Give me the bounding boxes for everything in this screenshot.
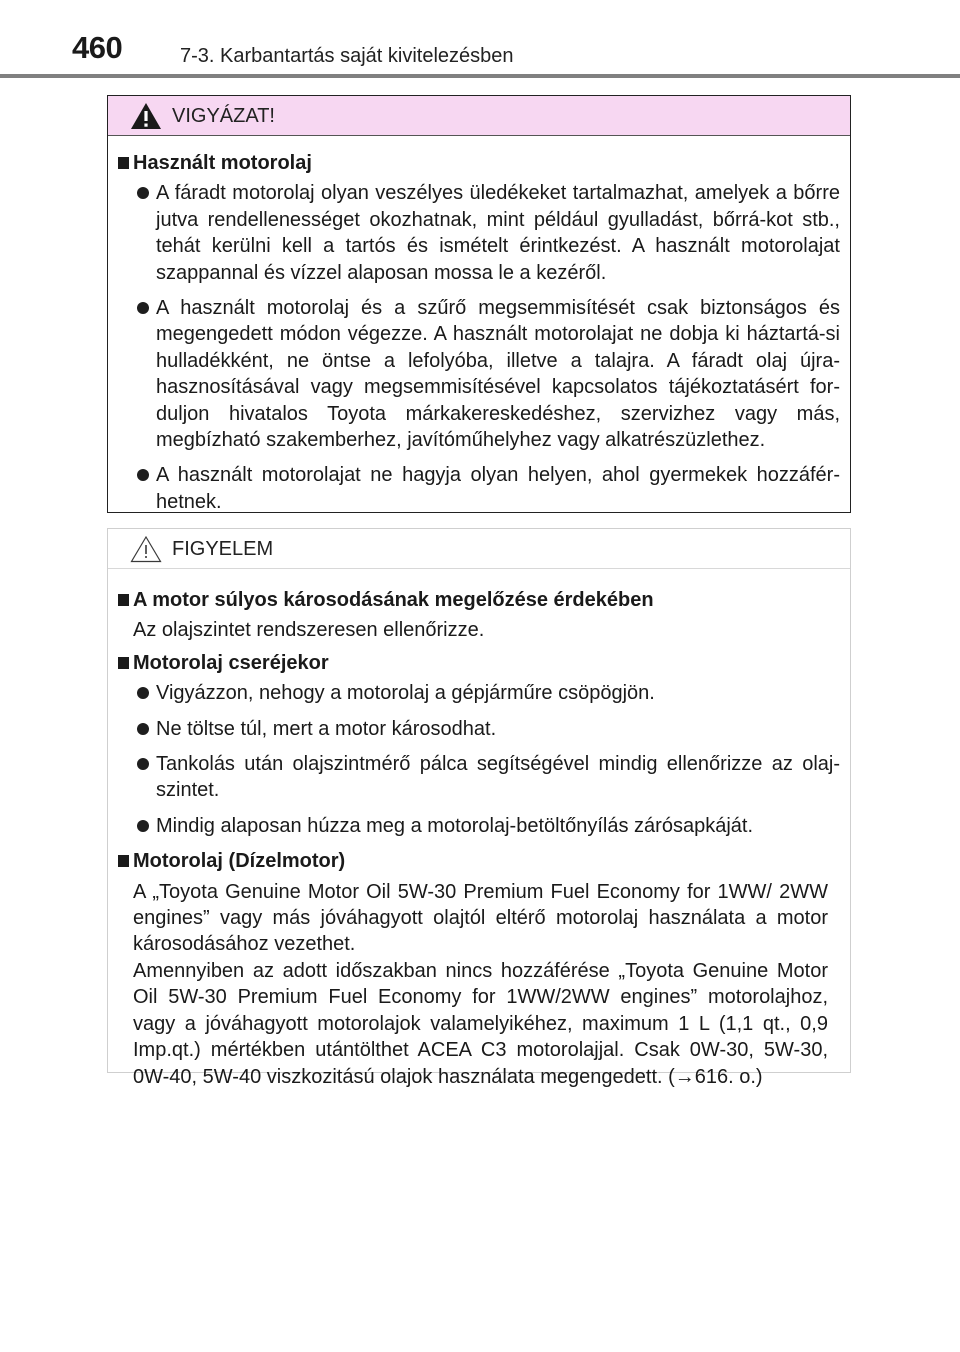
square-bullet-icon [118, 657, 129, 669]
notice-heading [118, 848, 840, 874]
square-bullet-icon [118, 594, 129, 606]
notice-bullet-text: Tankolás után olajszintmérő pálca segítségével mindig ellenőrizze az olaj-szintet. [156, 753, 840, 802]
warning-title: VIGYÁZAT! [172, 105, 275, 127]
notice-bullet [118, 813, 840, 839]
header-divider [0, 74, 960, 78]
warning-bullet-text: A fáradt motorolaj olyan veszélyes üledékeket tartalmazhat, amelyek a bőrre jutva rendellenességet okozhatnak, mint például gyulladást, bőrrá-kot stb., tehát kerülni kell a tartós és ismételt érintkezést. A használt motorolajat szappannal és vízzel alaposan mossa le a kezéről. [156, 182, 840, 284]
warning-triangle-icon [130, 102, 162, 130]
notice-bullet [118, 751, 840, 804]
notice-heading-text: A motor súlyos károsodásának megelőzése érdekében [133, 589, 654, 611]
notice-heading [118, 587, 840, 613]
warning-bullet-text: A használt motorolajat ne hagyja olyan helyen, ahol gyermekek hozzáfér-hetnek. [156, 464, 840, 513]
notice-title: FIGYELEM [172, 538, 274, 560]
notice-bullet-text: Mindig alaposan húzza meg a motorolaj-betöltőnyílás zárósapkáját. [156, 814, 754, 837]
notice-box-body [108, 569, 850, 1090]
circle-bullet-icon [137, 687, 149, 699]
circle-bullet-icon [137, 187, 149, 199]
page-header [0, 0, 960, 78]
warning-box-header [108, 96, 850, 136]
circle-bullet-icon [137, 820, 149, 832]
notice-heading-text: Motorolaj (Dízelmotor) [133, 850, 346, 873]
circle-bullet-icon [137, 469, 149, 481]
warning-box [107, 95, 851, 513]
warning-heading [118, 150, 840, 176]
circle-bullet-icon [137, 758, 149, 770]
circle-bullet-icon [137, 723, 149, 735]
circle-bullet-icon [137, 302, 149, 314]
page-number: 460 [72, 30, 123, 65]
warning-bullet [118, 180, 840, 286]
warning-bullet [118, 462, 840, 515]
square-bullet-icon [118, 157, 129, 169]
warning-box-body [108, 136, 850, 515]
notice-bullet-text: Ne töltse túl, mert a motor károsodhat. [156, 717, 497, 740]
square-bullet-icon [118, 855, 129, 867]
notice-bullet [118, 716, 840, 742]
section-title: 7-3. Karbantartás saját kivitelezésben [180, 45, 514, 67]
warning-heading-text: Használt motorolaj [133, 152, 312, 174]
notice-box [107, 528, 851, 1088]
notice-box-header [108, 529, 850, 569]
notice-heading [118, 650, 840, 676]
notice-bullet [118, 680, 840, 706]
notice-bullet-text: Vigyázzon, nehogy a motorolaj a gépjárműre csöpögjön. [156, 682, 655, 705]
notice-heading-text: Motorolaj cseréjekor [133, 651, 329, 674]
warning-bullet [118, 295, 840, 453]
notice-paragraph: A „Toyota Genuine Motor Oil 5W-30 Premium Fuel Economy for 1WW/ 2WW engines” vagy más jóváhagyott olajtól eltérő motorolaj használata a motor károsodásához vezethet. Amennyiben az adott időszakban nincs hozzáférése „Toyota Genuine Motor Oil 5W-30 Premium Fuel Economy for 1WW/2WW engines” motorolajhoz, vagy a jóváhagyott motorolajok valamelyikéhez, maximum 1 L (1,1 qt., 0,9 Imp.qt.) mértékben utántölthet ACEA C3 motorolajjal. Csak 0W-30, 5W-30, 0W-40, 5W-40 viszkozitású olajok használata megengedett. (→616. o.) [133, 880, 828, 1088]
notice-paragraph: Az olajszintet rendszeresen ellenőrizze. [133, 619, 485, 642]
caution-triangle-outline-icon [130, 535, 162, 563]
warning-bullet-text: A használt motorolaj és a szűrő megsemmisítését csak biztonságos és megengedett módon végezze. A használt motorolajat ne dobja ki háztartá-si hulladékként, ne öntse a lefolyóba, illetve a talajra. A fáradt olaj újra-hasznosításával vagy megsemmisítésével kapcsolatos tájékoztatásért for-duljon hivatalos Toyota márkakereskedéshez, szervizhez vagy más, megbízható szakemberhez, javítóműhelyhez vagy alkatrészüzlethez. [156, 297, 840, 452]
